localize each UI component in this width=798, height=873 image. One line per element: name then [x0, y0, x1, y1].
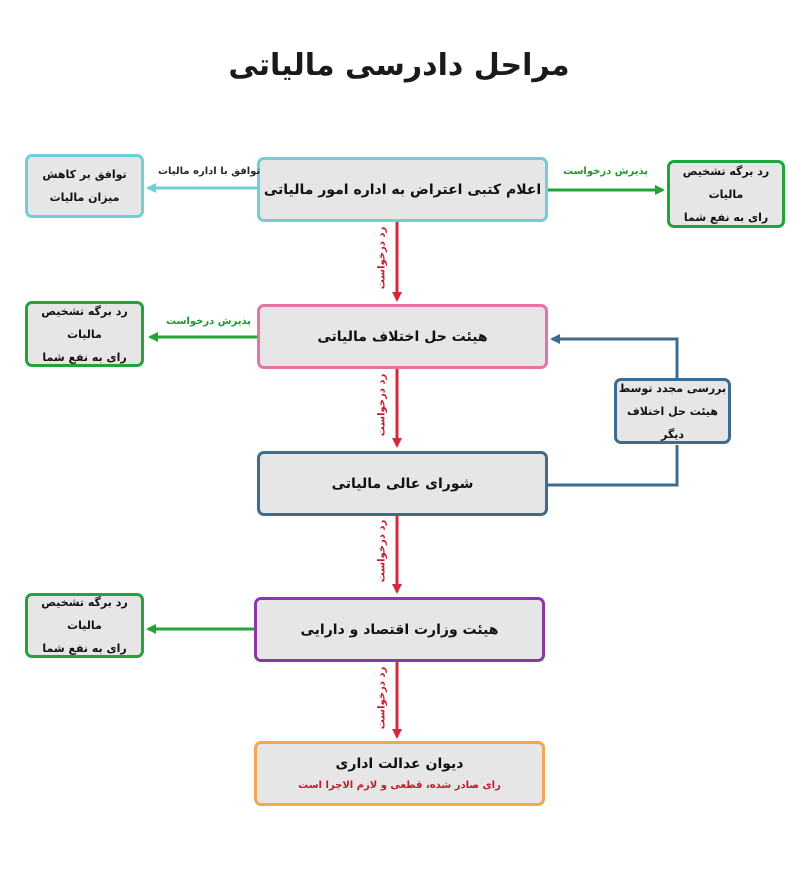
reject-line-1: رد برگه تشخیص مالیات — [41, 596, 128, 632]
node-objection-label: اعلام کتبی اعتراض به اداره امور مالیاتی — [263, 181, 542, 198]
label-reject-request-3: رد درخواست — [376, 519, 388, 583]
node-ministry-board-label: هیئت وزارت اقتصاد و دارایی — [300, 621, 499, 638]
node-dispute-board — [257, 304, 548, 369]
node-high-council-label: شورای عالی مالیاتی — [331, 475, 474, 492]
node-review — [614, 378, 731, 444]
node-court-label: دیوان عدالت اداری — [335, 756, 464, 772]
node-court-note: رای صادر شده، قطعی و لازم الاجرا است — [298, 780, 501, 791]
label-reject-request-1: رد درخواست — [376, 226, 388, 290]
node-ministry-board — [254, 597, 545, 662]
node-objection — [257, 157, 548, 222]
node-high-council — [257, 451, 548, 516]
page-title: مراحل دادرسی مالیاتی — [228, 48, 570, 83]
label-accept-1: پذیرش درخواست — [563, 166, 648, 177]
reject-line-2: رای به نفع شما — [42, 350, 127, 364]
node-reduce — [25, 154, 144, 218]
node-dispute-board-label: هیئت حل اختلاف مالیاتی — [317, 328, 488, 345]
node-reject-2 — [25, 301, 144, 367]
node-reject-3 — [25, 593, 144, 658]
node-reject-1 — [667, 160, 785, 228]
loop-review-to-board — [552, 339, 677, 378]
reject-line-2: رای به نفع شما — [42, 642, 127, 655]
label-accept-2: پذیرش درخواست — [166, 316, 251, 327]
reject-line-2: رای به نفع شما — [683, 210, 769, 224]
node-court — [254, 741, 545, 806]
review-line-1: بررسی مجدد توسط — [618, 381, 727, 395]
reject-line-1: رد برگه تشخیص مالیات — [41, 304, 128, 341]
label-reject-request-2: رد درخواست — [376, 373, 388, 437]
review-line-2: هیئت حل اختلاف دیگر — [627, 404, 718, 441]
reject-line-1: رد برگه تشخیص مالیات — [682, 164, 770, 201]
reduce-line-2: میزان مالیات — [49, 191, 120, 204]
label-agreement: توافق با اداره مالیات — [158, 166, 261, 177]
reduce-line-1: توافق بر کاهش — [42, 168, 127, 181]
loop-council-to-review — [547, 445, 677, 485]
label-reject-request-4: رد درخواست — [376, 666, 388, 730]
